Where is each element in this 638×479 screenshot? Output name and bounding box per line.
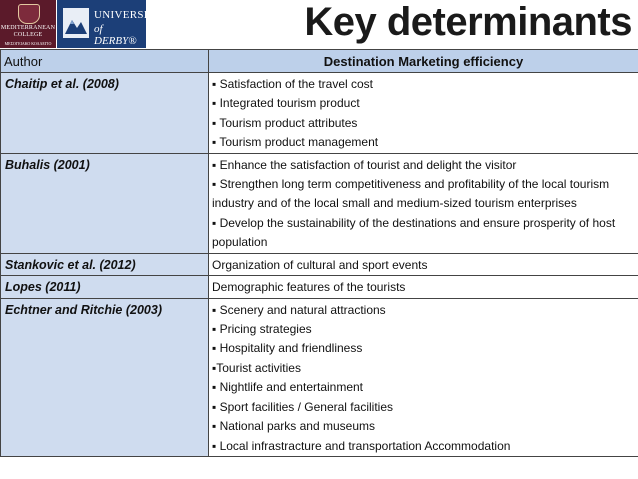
mediterranean-college-logo — [0, 0, 56, 48]
table-row — [1, 253, 638, 276]
list-item: ▪Tourist activities — [212, 360, 301, 375]
items-cell — [209, 73, 638, 154]
crest-icon — [18, 4, 40, 24]
derby-mark-icon — [63, 8, 89, 38]
table-row — [1, 153, 638, 253]
author-cell: Lopes (2011) — [1, 276, 209, 299]
slide-title: Key determinants — [304, 0, 632, 44]
table-row — [1, 298, 638, 456]
list-item: Demographic features of the tourists — [212, 280, 406, 295]
items-cell — [209, 298, 638, 456]
derby-logo-line1: UNIVERSITY — [94, 9, 163, 21]
list-item: Organization of cultural and sport events — [212, 257, 428, 272]
author-cell: Stankovic et al. (2012) — [1, 253, 209, 276]
list-item: ▪ Nightlife and entertainment — [212, 380, 364, 395]
table-row — [1, 73, 638, 154]
author-cell: Echtner and Ritchie (2003) — [1, 298, 209, 456]
list-item: ▪ Local infrastracture and transportation Accommodation — [212, 438, 511, 453]
slide-header — [0, 0, 638, 48]
list-item: ▪ Scenery and natural attractions — [212, 302, 386, 317]
list-item: ▪ Tourism product management — [212, 135, 379, 150]
list-item: ▪ Hospitality and friendliness — [212, 341, 363, 356]
author-cell: Buhalis (2001) — [1, 153, 209, 253]
derby-logo-line2: of DERBY® — [94, 23, 137, 47]
items-cell — [209, 253, 638, 276]
list-item: ▪ Satisfaction of the travel cost — [212, 77, 373, 91]
items-cell — [209, 153, 638, 253]
list-item: ▪ Integrated tourism product — [212, 96, 360, 111]
list-item: ▪ National parks and museums — [212, 419, 375, 434]
list-item: ▪ Sport facilities / General facilities — [212, 399, 393, 414]
mediterranean-logo-line1: MEDITERRANEAN — [0, 25, 56, 31]
mediterranean-logo-line2: COLLEGE — [13, 32, 43, 38]
table-header-row — [1, 50, 638, 73]
list-item: ▪ Strengthen long term competitiveness and profitability of the local tourism industry and of the local small and medium-sized tourism enterprises — [212, 177, 610, 211]
column-header-author: Author — [1, 50, 209, 73]
list-item: ▪ Tourism product attributes — [212, 115, 358, 130]
mediterranean-logo-line3: ΜΕΣΟΓΕΙΑΚΟ ΚΟΛΛΕΓΙΟ — [4, 41, 52, 46]
table-row — [1, 276, 638, 299]
determinants-table — [0, 49, 638, 457]
list-item: ▪ Pricing strategies — [212, 322, 312, 337]
column-header-efficiency: Destination Marketing efficiency — [209, 50, 638, 73]
university-of-derby-logo — [57, 0, 163, 48]
author-cell: Chaitip et al. (2008) — [1, 73, 209, 154]
items-cell — [209, 276, 638, 299]
list-item: ▪ Enhance the satisfaction of tourist and delight the visitor — [212, 157, 517, 172]
list-item: ▪ Develop the sustainability of the destinations and ensure prosperity of host population — [212, 215, 616, 250]
